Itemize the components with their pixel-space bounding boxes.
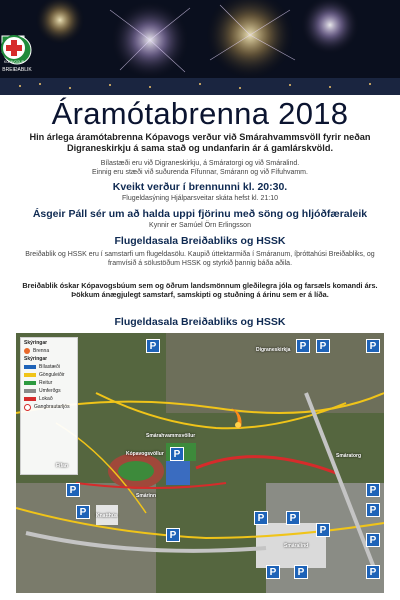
parking-swatch — [24, 365, 36, 369]
svg-text:KÓPAVOGUR: KÓPAVOGUR — [3, 60, 25, 64]
legend-item: Brenna — [24, 347, 74, 355]
legend-subtitle: Skýringar — [24, 355, 48, 362]
parking-marker: P — [366, 503, 380, 517]
crosswalk-icon — [24, 404, 31, 411]
flame-icon — [24, 348, 30, 354]
sale-heading: Flugeldasala Breiðabliks og HSSK — [114, 235, 286, 247]
traffic-swatch — [24, 389, 36, 393]
parking-line-1: Bílastæði eru við Digraneskirkju, á Smáratorgi og við Smáralind. — [100, 160, 300, 167]
label-smaralind: Smáralind — [284, 543, 309, 549]
parking-marker: P — [286, 511, 300, 525]
hero-banner — [0, 0, 400, 95]
lit-heading: Kveikt verður í brennunni kl. 20:30. — [112, 181, 288, 193]
parking-marker: P — [294, 565, 308, 579]
parking-marker: P — [266, 565, 280, 579]
sale-section — [14, 235, 386, 268]
parking-marker: P — [366, 565, 380, 579]
legend-item: Reitur — [24, 379, 74, 387]
label-fifan: Fífan — [56, 463, 68, 469]
label-smarinn: Smárinn — [136, 493, 157, 499]
parking-marker: P — [366, 533, 380, 547]
closed-swatch — [24, 397, 36, 401]
svg-text:BREIÐABLIK: BREIÐABLIK — [2, 67, 32, 73]
music-heading: Ásgeir Páll sér um að halda uppi fjörinu með söng og hljóðfæraleik — [32, 208, 368, 220]
page-title: Áramótabrenna 2018 — [51, 96, 349, 131]
legend-item: Lokað — [24, 395, 74, 403]
label-smaratorg: Smáratorg — [336, 453, 362, 459]
greeting-text: Breiðablik óskar Kópavogsbúum sem og öðrum landsmönnum gleðilegra jóla og farsæls komandi árs. Þökkum ánægjulegt samstarf, samskipti og stuðning á árinu sem er á líða. — [22, 281, 378, 299]
path-swatch — [24, 373, 36, 377]
fireworks-background — [0, 0, 400, 95]
parking-marker: P — [76, 505, 90, 519]
lead-text: Hin árlega áramótabrenna Kópavogs verður við Smárahvammsvöll fyrir neðan Digraneskirkju á sama stað og undanfarin ár á gamlárskvöld. — [29, 132, 371, 153]
parking-marker: P — [66, 483, 80, 497]
parking-marker: P — [166, 528, 180, 542]
map-legend — [20, 337, 78, 475]
map-heading-wrap — [14, 316, 386, 329]
legend-item: Bílastæði — [24, 363, 74, 371]
parking-info — [14, 159, 386, 177]
legend-title: Skýringar — [24, 340, 48, 346]
legend-item: Umferðgs — [24, 387, 74, 395]
music-section — [14, 208, 386, 230]
label-smaravollur: Smárahvammsvöllur — [146, 433, 196, 439]
parking-marker: P — [296, 339, 310, 353]
parking-marker: P — [254, 511, 268, 525]
area-swatch — [24, 381, 36, 385]
label-kopavogsvollur: Kópavogsvöllur — [126, 451, 164, 457]
map-heading: Flugeldasala Breiðabliks og HSSK — [114, 316, 286, 328]
label-knatthus: Knatthús — [96, 513, 118, 519]
parking-marker: P — [316, 523, 330, 537]
label-digraneskirkja: Digraneskirkja — [256, 347, 291, 353]
sale-text: Breiðablik og HSSK eru í samstarfi um flugeldasölu. Kaupið úttektarmiða í Smáranum, íþróttahúsi Breiðabliks, og framvísið á sölustöðum HSSK og styrkið þannig báða aðila. — [25, 251, 375, 267]
parking-marker: P — [366, 339, 380, 353]
parking-marker: P — [316, 339, 330, 353]
parking-line-2: Einnig eru stæði við suðurenda Fífunnar, Smárann og við Fífuhvamm. — [92, 169, 308, 176]
parking-marker: P — [146, 339, 160, 353]
lit-section — [14, 181, 386, 203]
host-note: Kynnir er Samúel Örn Erlingsson — [149, 222, 251, 229]
area-map[interactable] — [16, 333, 384, 593]
legend-item: Gangbrautarljós — [24, 403, 74, 411]
parking-marker: P — [170, 447, 184, 461]
fireworks-note: Flugeldasýning Hjálparsveitar skáta hefst kl. 21:10 — [121, 195, 279, 202]
hssk-cross-logo — [0, 34, 28, 64]
parking-marker: P — [366, 483, 380, 497]
legend-item: Gönguleiðir — [24, 371, 74, 379]
